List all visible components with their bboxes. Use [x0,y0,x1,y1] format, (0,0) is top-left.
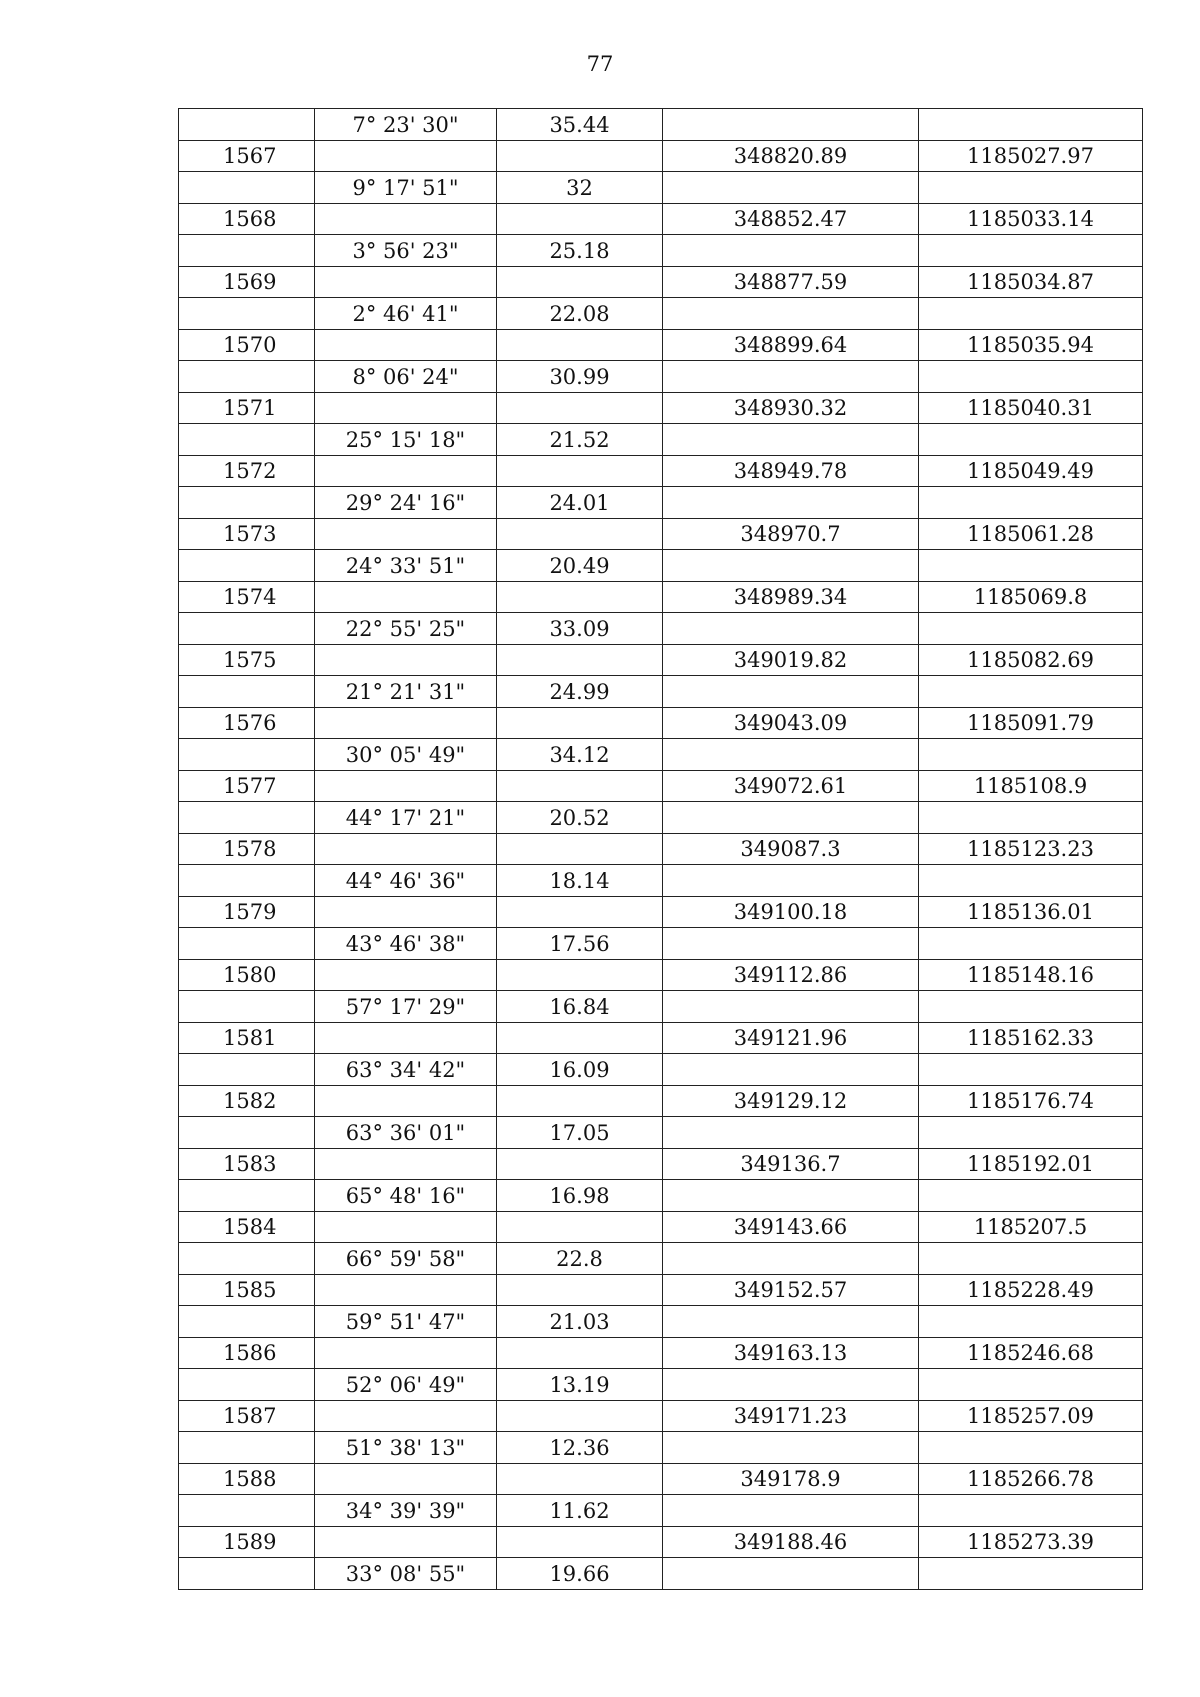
cell-bearing [315,393,497,424]
cell-easting [663,739,919,771]
table-row-point [179,393,1143,424]
cell-easting [663,1180,919,1212]
cell-bearing: 7° 23' 30" [315,109,497,141]
cell-easting: 349188.46 [663,1527,919,1558]
cell-point-number: 1569 [179,267,315,298]
cell-northing [919,1432,1143,1464]
table-row-point [179,834,1143,865]
cell-easting: 349171.23 [663,1401,919,1432]
cell-easting: 348949.78 [663,456,919,487]
table-row-bearing [179,550,1143,582]
cell-northing: 1185273.39 [919,1527,1143,1558]
table-row-bearing [179,109,1143,141]
cell-northing: 1185049.49 [919,456,1143,487]
cell-point-number [179,1054,315,1086]
table-row-bearing [179,487,1143,519]
cell-distance [497,645,663,676]
cell-distance [497,834,663,865]
cell-point-number: 1573 [179,519,315,550]
cell-easting: 349072.61 [663,771,919,802]
cell-point-number [179,424,315,456]
cell-northing: 1185123.23 [919,834,1143,865]
cell-distance [497,1086,663,1117]
cell-bearing [315,771,497,802]
cell-easting: 349136.7 [663,1149,919,1180]
cell-point-number [179,109,315,141]
cell-bearing [315,834,497,865]
table-row-bearing [179,1243,1143,1275]
cell-northing: 1185192.01 [919,1149,1143,1180]
cell-point-number: 1579 [179,897,315,928]
cell-easting [663,865,919,897]
cell-bearing [315,897,497,928]
page-number: 77 [586,52,614,76]
table-row-point [179,897,1143,928]
cell-bearing: 29° 24' 16" [315,487,497,519]
cell-distance [497,1275,663,1306]
cell-easting [663,928,919,960]
cell-bearing: 24° 33' 51" [315,550,497,582]
cell-point-number: 1577 [179,771,315,802]
cell-easting [663,235,919,267]
cell-northing: 1185034.87 [919,267,1143,298]
cell-easting: 349178.9 [663,1464,919,1495]
table-row-bearing [179,424,1143,456]
cell-northing [919,991,1143,1023]
cell-point-number: 1581 [179,1023,315,1054]
cell-point-number: 1574 [179,582,315,613]
table-row-point [179,1023,1143,1054]
cell-distance: 21.03 [497,1306,663,1338]
cell-point-number: 1583 [179,1149,315,1180]
table-row-bearing [179,1432,1143,1464]
cell-northing: 1185207.5 [919,1212,1143,1243]
table-row-point [179,1338,1143,1369]
table-row-bearing [179,739,1143,771]
cell-distance: 24.01 [497,487,663,519]
table-row-point [179,1464,1143,1495]
survey-coordinates-table [178,108,1143,1590]
cell-easting: 348820.89 [663,141,919,172]
cell-distance [497,1464,663,1495]
cell-bearing [315,519,497,550]
cell-bearing: 2° 46' 41" [315,298,497,330]
cell-bearing [315,1023,497,1054]
table-row-point [179,267,1143,298]
cell-bearing [315,582,497,613]
cell-easting [663,487,919,519]
cell-easting [663,676,919,708]
cell-point-number: 1578 [179,834,315,865]
cell-distance: 18.14 [497,865,663,897]
cell-point-number [179,550,315,582]
cell-point-number: 1585 [179,1275,315,1306]
cell-distance: 12.36 [497,1432,663,1464]
cell-northing [919,550,1143,582]
cell-northing: 1185091.79 [919,708,1143,739]
table-row-bearing [179,1306,1143,1338]
cell-point-number [179,1117,315,1149]
cell-distance [497,330,663,361]
cell-easting: 349152.57 [663,1275,919,1306]
cell-easting: 348930.32 [663,393,919,424]
cell-easting: 348989.34 [663,582,919,613]
cell-distance: 20.52 [497,802,663,834]
cell-northing: 1185148.16 [919,960,1143,991]
cell-northing [919,1558,1143,1590]
cell-northing: 1185176.74 [919,1086,1143,1117]
cell-bearing: 59° 51' 47" [315,1306,497,1338]
cell-bearing [315,267,497,298]
cell-northing [919,676,1143,708]
cell-northing: 1185136.01 [919,897,1143,928]
cell-bearing [315,645,497,676]
cell-point-number: 1588 [179,1464,315,1495]
cell-distance: 11.62 [497,1495,663,1527]
table-row-bearing [179,991,1143,1023]
cell-easting: 348970.7 [663,519,919,550]
cell-point-number: 1587 [179,1401,315,1432]
cell-northing [919,1243,1143,1275]
table-row-point [179,582,1143,613]
cell-bearing: 22° 55' 25" [315,613,497,645]
cell-northing: 1185257.09 [919,1401,1143,1432]
cell-northing: 1185035.94 [919,330,1143,361]
cell-bearing [315,1338,497,1369]
cell-easting: 349121.96 [663,1023,919,1054]
cell-bearing: 21° 21' 31" [315,676,497,708]
table-row-point [179,1527,1143,1558]
cell-easting: 349129.12 [663,1086,919,1117]
cell-distance [497,141,663,172]
cell-easting [663,1495,919,1527]
cell-point-number [179,676,315,708]
cell-bearing: 66° 59' 58" [315,1243,497,1275]
table-row-point [179,645,1143,676]
cell-bearing [315,141,497,172]
table-row-bearing [179,1558,1143,1590]
cell-distance [497,1338,663,1369]
cell-distance: 22.8 [497,1243,663,1275]
cell-bearing [315,204,497,235]
cell-northing: 1185108.9 [919,771,1143,802]
cell-distance: 30.99 [497,361,663,393]
cell-northing [919,802,1143,834]
cell-easting: 349112.86 [663,960,919,991]
cell-easting: 349019.82 [663,645,919,676]
cell-easting [663,361,919,393]
cell-distance [497,960,663,991]
cell-northing [919,1054,1143,1086]
cell-distance [497,456,663,487]
cell-bearing: 44° 17' 21" [315,802,497,834]
cell-bearing: 25° 15' 18" [315,424,497,456]
cell-point-number [179,802,315,834]
cell-northing [919,1369,1143,1401]
cell-easting [663,1306,919,1338]
cell-northing: 1185040.31 [919,393,1143,424]
cell-northing [919,739,1143,771]
table-row-point [179,1275,1143,1306]
cell-northing: 1185228.49 [919,1275,1143,1306]
cell-easting: 348899.64 [663,330,919,361]
cell-easting [663,1432,919,1464]
cell-point-number [179,172,315,204]
cell-bearing: 9° 17' 51" [315,172,497,204]
cell-point-number: 1575 [179,645,315,676]
table-row-point [179,1086,1143,1117]
table-row-bearing [179,928,1143,960]
cell-distance: 19.66 [497,1558,663,1590]
cell-point-number: 1586 [179,1338,315,1369]
cell-point-number [179,613,315,645]
table-row-bearing [179,1054,1143,1086]
table-row-bearing [179,676,1143,708]
cell-easting: 349087.3 [663,834,919,865]
cell-northing: 1185069.8 [919,582,1143,613]
cell-distance [497,771,663,802]
cell-distance: 20.49 [497,550,663,582]
cell-bearing [315,1275,497,1306]
cell-point-number: 1584 [179,1212,315,1243]
cell-easting: 349143.66 [663,1212,919,1243]
cell-bearing: 34° 39' 39" [315,1495,497,1527]
cell-bearing [315,1464,497,1495]
cell-point-number: 1568 [179,204,315,235]
cell-point-number [179,1180,315,1212]
table-row-point [179,1401,1143,1432]
cell-distance: 32 [497,172,663,204]
cell-distance [497,393,663,424]
cell-distance: 16.84 [497,991,663,1023]
cell-distance [497,1212,663,1243]
table-row-bearing [179,802,1143,834]
cell-point-number [179,1558,315,1590]
cell-point-number: 1582 [179,1086,315,1117]
cell-bearing: 44° 46' 36" [315,865,497,897]
cell-easting [663,991,919,1023]
cell-easting [663,424,919,456]
cell-easting: 349043.09 [663,708,919,739]
cell-northing: 1185033.14 [919,204,1143,235]
cell-distance: 35.44 [497,109,663,141]
cell-northing: 1185246.68 [919,1338,1143,1369]
table-row-bearing [179,865,1143,897]
cell-distance: 22.08 [497,298,663,330]
cell-northing [919,361,1143,393]
table-row-point [179,456,1143,487]
cell-easting [663,1558,919,1590]
table-row-bearing [179,361,1143,393]
cell-easting [663,1243,919,1275]
cell-easting: 349100.18 [663,897,919,928]
cell-bearing [315,1527,497,1558]
cell-distance [497,519,663,550]
cell-point-number [179,1369,315,1401]
cell-point-number: 1571 [179,393,315,424]
cell-northing: 1185082.69 [919,645,1143,676]
cell-northing: 1185162.33 [919,1023,1143,1054]
cell-bearing: 30° 05' 49" [315,739,497,771]
cell-bearing: 57° 17' 29" [315,991,497,1023]
cell-bearing: 51° 38' 13" [315,1432,497,1464]
cell-bearing [315,1149,497,1180]
cell-easting [663,1054,919,1086]
cell-bearing [315,330,497,361]
cell-point-number [179,1306,315,1338]
table-row-bearing [179,235,1143,267]
table-row-point [179,960,1143,991]
cell-distance [497,1023,663,1054]
table-row-point [179,1149,1143,1180]
cell-distance: 34.12 [497,739,663,771]
cell-northing [919,235,1143,267]
cell-point-number [179,991,315,1023]
cell-distance [497,204,663,235]
table-row-point [179,330,1143,361]
table-row-bearing [179,172,1143,204]
table-row-bearing [179,1495,1143,1527]
table-row-bearing [179,1117,1143,1149]
table-row-bearing [179,298,1143,330]
cell-distance: 21.52 [497,424,663,456]
cell-bearing [315,1212,497,1243]
cell-bearing: 63° 34' 42" [315,1054,497,1086]
cell-distance [497,267,663,298]
cell-easting [663,802,919,834]
cell-northing [919,1180,1143,1212]
cell-easting [663,172,919,204]
cell-point-number [179,298,315,330]
cell-distance: 24.99 [497,676,663,708]
table-row-bearing [179,1369,1143,1401]
cell-northing [919,298,1143,330]
cell-distance: 25.18 [497,235,663,267]
table-row-point [179,1212,1143,1243]
cell-point-number [179,361,315,393]
cell-northing [919,487,1143,519]
cell-point-number [179,1432,315,1464]
cell-distance: 17.05 [497,1117,663,1149]
cell-bearing: 63° 36' 01" [315,1117,497,1149]
cell-point-number [179,235,315,267]
cell-point-number: 1589 [179,1527,315,1558]
cell-point-number [179,487,315,519]
table-row-point [179,519,1143,550]
cell-point-number [179,739,315,771]
cell-bearing: 52° 06' 49" [315,1369,497,1401]
cell-bearing [315,1401,497,1432]
cell-distance: 17.56 [497,928,663,960]
cell-bearing [315,456,497,487]
cell-easting [663,109,919,141]
cell-easting [663,298,919,330]
cell-bearing: 3° 56' 23" [315,235,497,267]
cell-point-number: 1580 [179,960,315,991]
table-row-point [179,141,1143,172]
cell-distance [497,1401,663,1432]
cell-easting [663,550,919,582]
cell-point-number: 1572 [179,456,315,487]
cell-point-number [179,865,315,897]
cell-distance [497,708,663,739]
cell-easting: 348877.59 [663,267,919,298]
cell-northing: 1185027.97 [919,141,1143,172]
table-row-point [179,204,1143,235]
cell-point-number [179,928,315,960]
cell-distance [497,1149,663,1180]
cell-distance [497,897,663,928]
cell-point-number [179,1495,315,1527]
cell-point-number: 1570 [179,330,315,361]
cell-easting: 348852.47 [663,204,919,235]
cell-distance: 16.09 [497,1054,663,1086]
cell-distance: 33.09 [497,613,663,645]
cell-easting: 349163.13 [663,1338,919,1369]
cell-bearing: 43° 46' 38" [315,928,497,960]
cell-easting [663,1369,919,1401]
cell-distance [497,582,663,613]
cell-northing [919,1495,1143,1527]
table-row-bearing [179,613,1143,645]
cell-bearing: 65° 48' 16" [315,1180,497,1212]
cell-point-number [179,1243,315,1275]
cell-distance: 16.98 [497,1180,663,1212]
cell-northing [919,1117,1143,1149]
cell-easting [663,1117,919,1149]
cell-distance: 13.19 [497,1369,663,1401]
cell-northing [919,928,1143,960]
cell-point-number: 1567 [179,141,315,172]
cell-northing [919,613,1143,645]
cell-bearing: 8° 06' 24" [315,361,497,393]
cell-northing [919,109,1143,141]
cell-easting [663,613,919,645]
table-row-bearing [179,1180,1143,1212]
table-row-point [179,708,1143,739]
cell-northing [919,424,1143,456]
cell-bearing [315,1086,497,1117]
cell-bearing [315,708,497,739]
cell-northing [919,172,1143,204]
cell-bearing: 33° 08' 55" [315,1558,497,1590]
cell-northing: 1185061.28 [919,519,1143,550]
cell-northing: 1185266.78 [919,1464,1143,1495]
cell-northing [919,865,1143,897]
cell-point-number: 1576 [179,708,315,739]
table-row-point [179,771,1143,802]
cell-bearing [315,960,497,991]
cell-distance [497,1527,663,1558]
table-body [179,109,1143,1590]
cell-northing [919,1306,1143,1338]
